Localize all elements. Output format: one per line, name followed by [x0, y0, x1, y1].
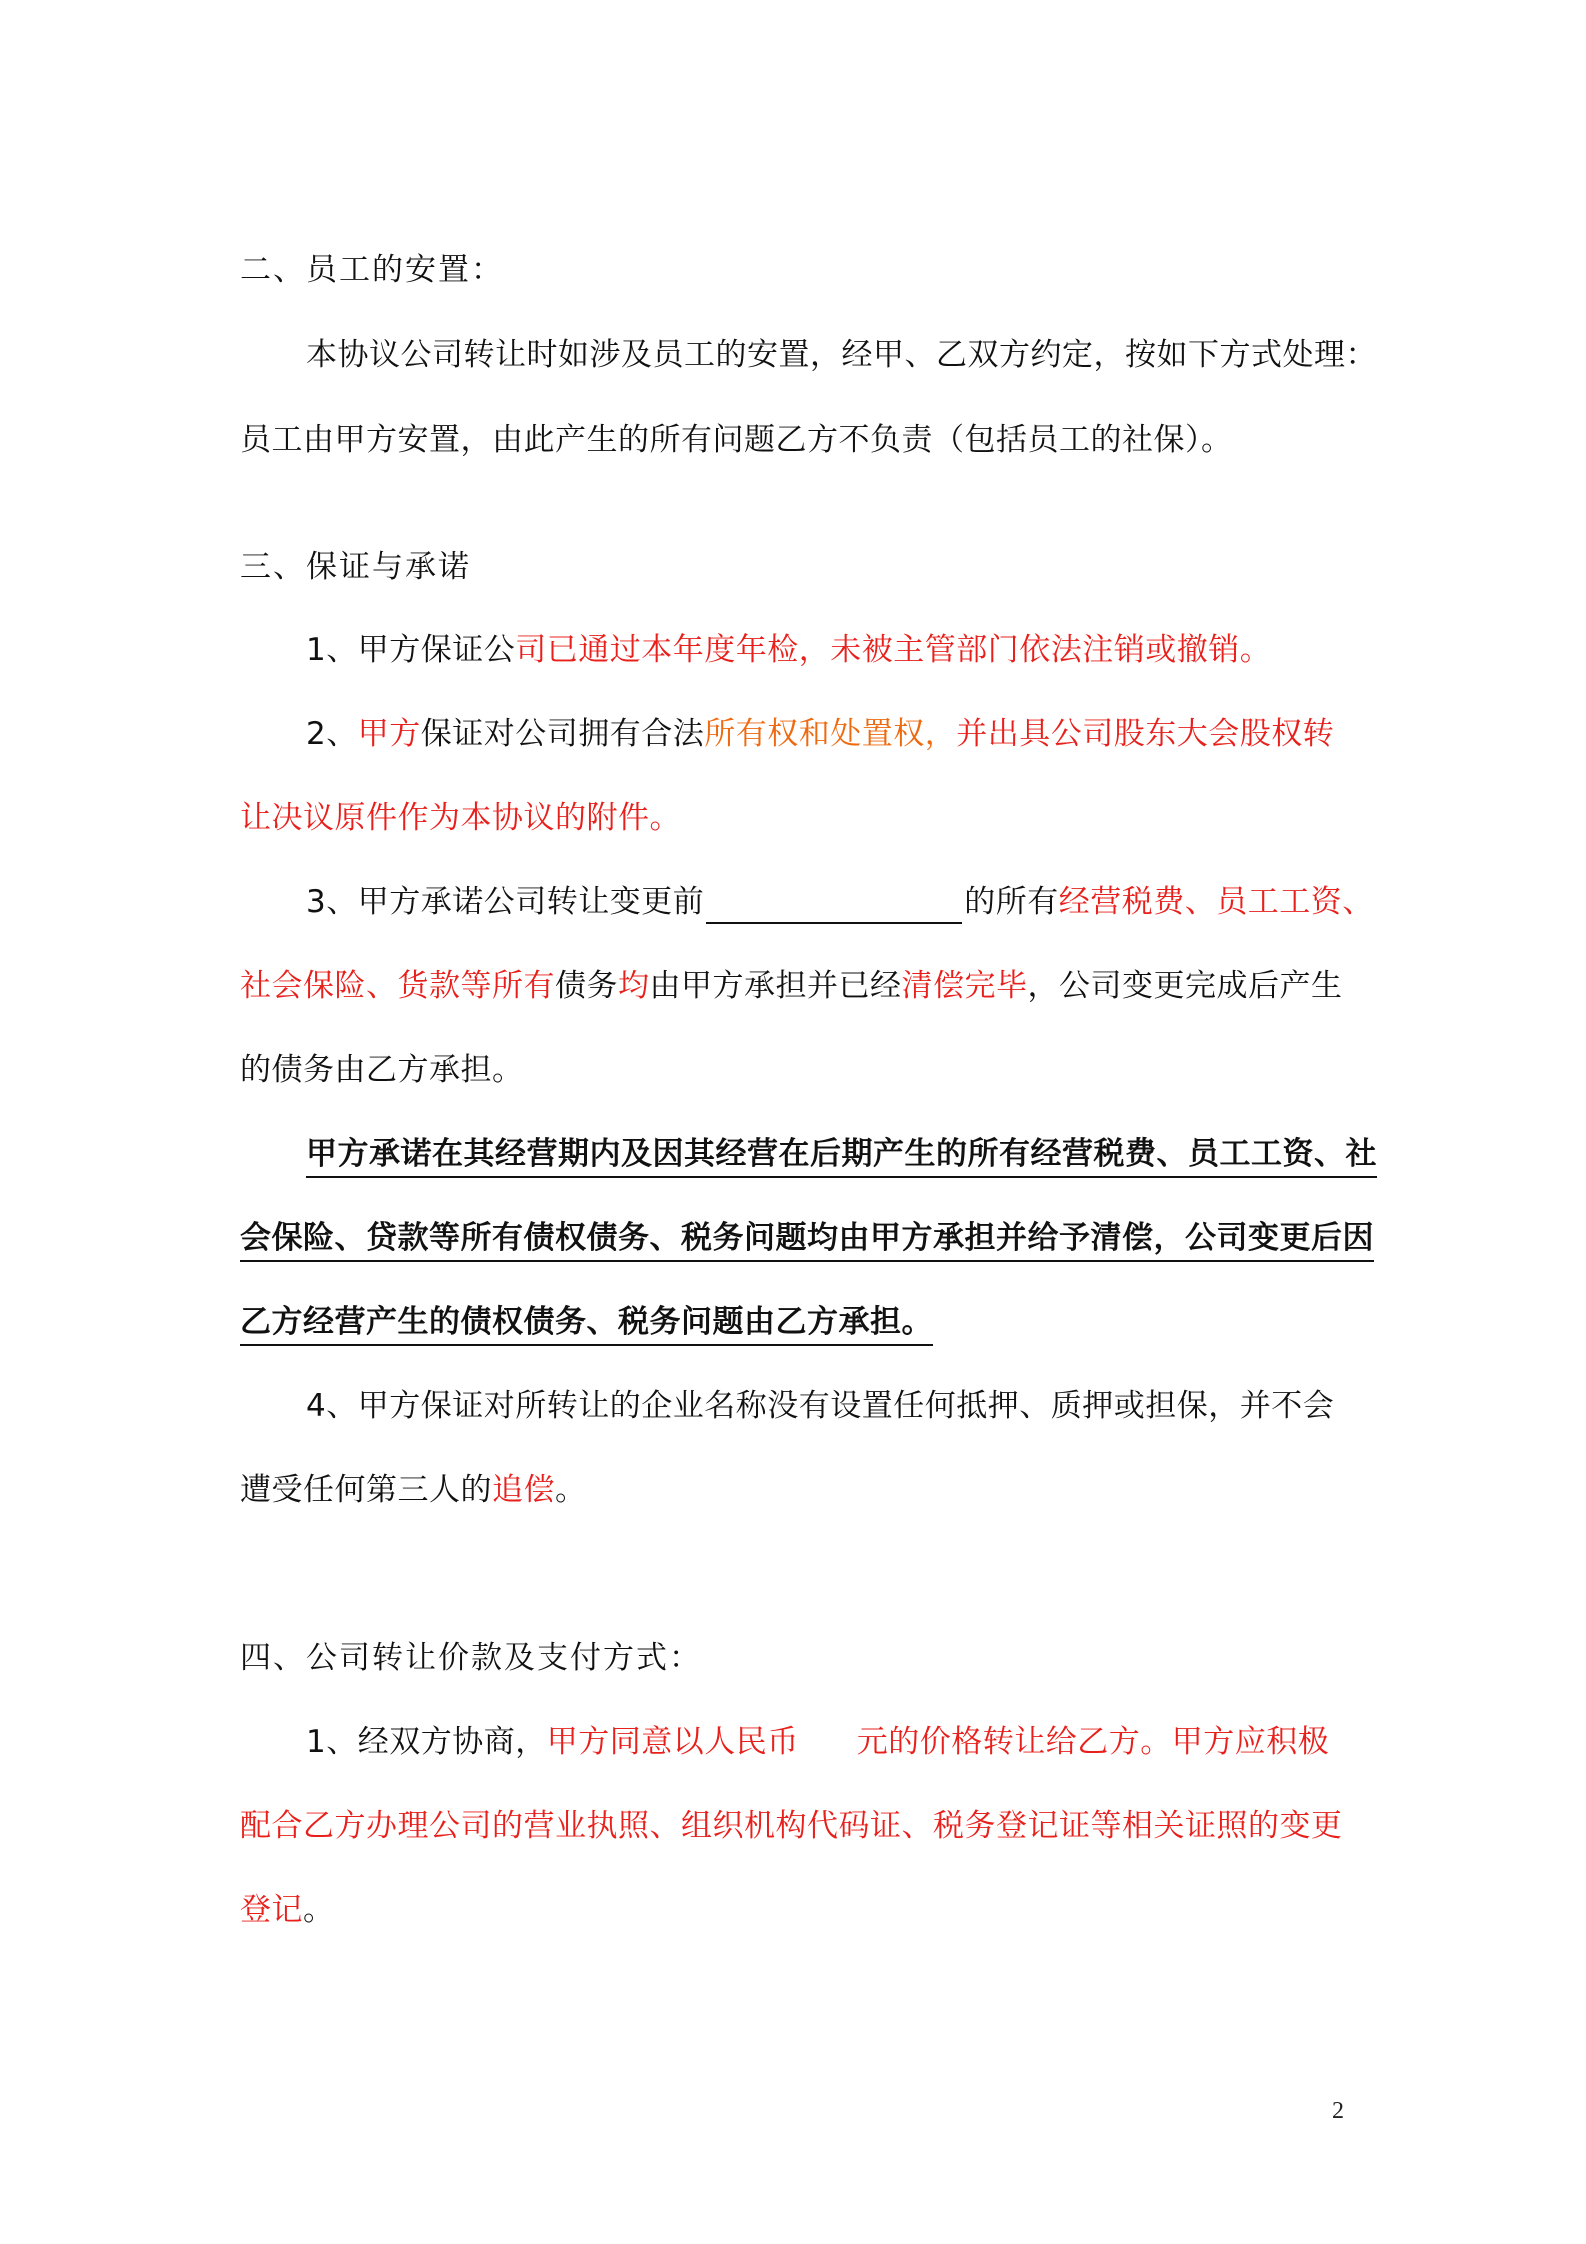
page-number: 2 — [1332, 2098, 1344, 2124]
clause-text-highlight: 经营税费、员工工资、 — [1058, 884, 1374, 920]
clause-3-3-cont — [240, 964, 1354, 1008]
clause-text: 1、甲方保证公 — [306, 632, 516, 668]
clause-text: 债务 — [555, 968, 618, 1004]
section-heading-4 — [240, 1636, 1354, 1680]
clause-3-4-cont — [240, 1468, 1354, 1512]
commitment-text: 乙方经营产生的债权债务、税务问题由乙方承担。 — [240, 1304, 933, 1346]
clause-text: 1、经双方协商， — [306, 1724, 547, 1760]
clause-text-highlight: 清偿完毕 — [901, 968, 1028, 1004]
clause-text-highlight: 登记 — [240, 1892, 303, 1928]
clause-text-highlight: 甲方同意以人民币 — [546, 1724, 799, 1760]
heading-text: 二、员工的安置： — [240, 252, 504, 288]
clause-3-2 — [306, 712, 1354, 756]
fill-in-blank[interactable] — [706, 886, 962, 924]
commitment-line — [240, 1300, 1354, 1344]
clause-3-4 — [306, 1384, 1354, 1428]
clause-text: 。 — [555, 1472, 587, 1508]
clause-text: 保证对公司拥有合法 — [420, 716, 705, 752]
clause-text: 3、甲方承诺公司转让变更前 — [306, 884, 705, 920]
commitment-text: 会保险、贷款等所有债权债务、税务问题均由甲方承担并给予清偿，公司变更后因 — [240, 1220, 1374, 1262]
clause-3-1 — [306, 628, 1354, 672]
heading-text: 三、保证与承诺 — [240, 549, 471, 585]
clause-text: ，公司变更完成后产生 — [1027, 968, 1343, 1004]
clause-text: 。 — [303, 1892, 335, 1928]
clause-text: 4、甲方保证对所转让的企业名称没有设置任何抵押、质押或担保，并不会 — [306, 1388, 1335, 1424]
heading-text: 四、公司转让价款及支付方式： — [240, 1640, 702, 1676]
paragraph-text: 员工由甲方安置，由此产生的所有问题乙方不负责（包括员工的社保）。 — [240, 422, 1233, 458]
commitment-line — [240, 1216, 1374, 1260]
clause-number: 2、 — [306, 716, 358, 752]
commitment-text: 甲方承诺在其经营期内及因其经营在后期产生的所有经营税费、员工工资、社 — [306, 1136, 1377, 1178]
clause-text: 的债务由乙方承担。 — [240, 1052, 524, 1088]
clause-text-highlight: 让决议原件作为本协议的附件。 — [240, 800, 681, 836]
clause-4-1-cont — [240, 1888, 1354, 1932]
clause-text-highlight-orange: 所有权和处置权， — [704, 716, 957, 752]
paragraph-line — [240, 418, 1354, 462]
paragraph-text: 本协议公司转让时如涉及员工的安置，经甲、乙双方约定，按如下方式处理： — [306, 337, 1377, 373]
clause-text: 遭受任何第三人的 — [240, 1472, 492, 1508]
clause-3-3-cont — [240, 1048, 1354, 1092]
clause-4-1 — [306, 1720, 1354, 1764]
paragraph-line — [306, 333, 1377, 377]
clause-text-highlight: 均 — [618, 968, 650, 1004]
clause-text: 的所有 — [964, 884, 1059, 920]
clause-text-highlight: 配合乙方办理公司的营业执照、组织机构代码证、税务登记证等相关证照的变更 — [240, 1808, 1343, 1844]
section-heading-2 — [240, 248, 1354, 292]
clause-text-highlight: 社会保险、货款等所有 — [240, 968, 555, 1004]
clause-text-highlight: 并出具公司股东大会股权转 — [956, 716, 1335, 752]
clause-3-2-cont — [240, 796, 1354, 840]
clause-text-highlight: 追偿 — [492, 1472, 555, 1508]
commitment-line — [306, 1132, 1377, 1176]
clause-text: 由甲方承担并已经 — [649, 968, 902, 1004]
clause-text-highlight: 元的价格转让给乙方。甲方应积极 — [856, 1724, 1330, 1760]
clause-4-1-cont — [240, 1804, 1354, 1848]
clause-3-3 — [306, 880, 1374, 924]
section-heading-3 — [240, 545, 1354, 589]
clause-text-highlight: 甲方 — [357, 716, 421, 752]
clause-text-highlight: 司已通过本年度年检，未被主管部门依法注销或撤销。 — [515, 632, 1272, 668]
